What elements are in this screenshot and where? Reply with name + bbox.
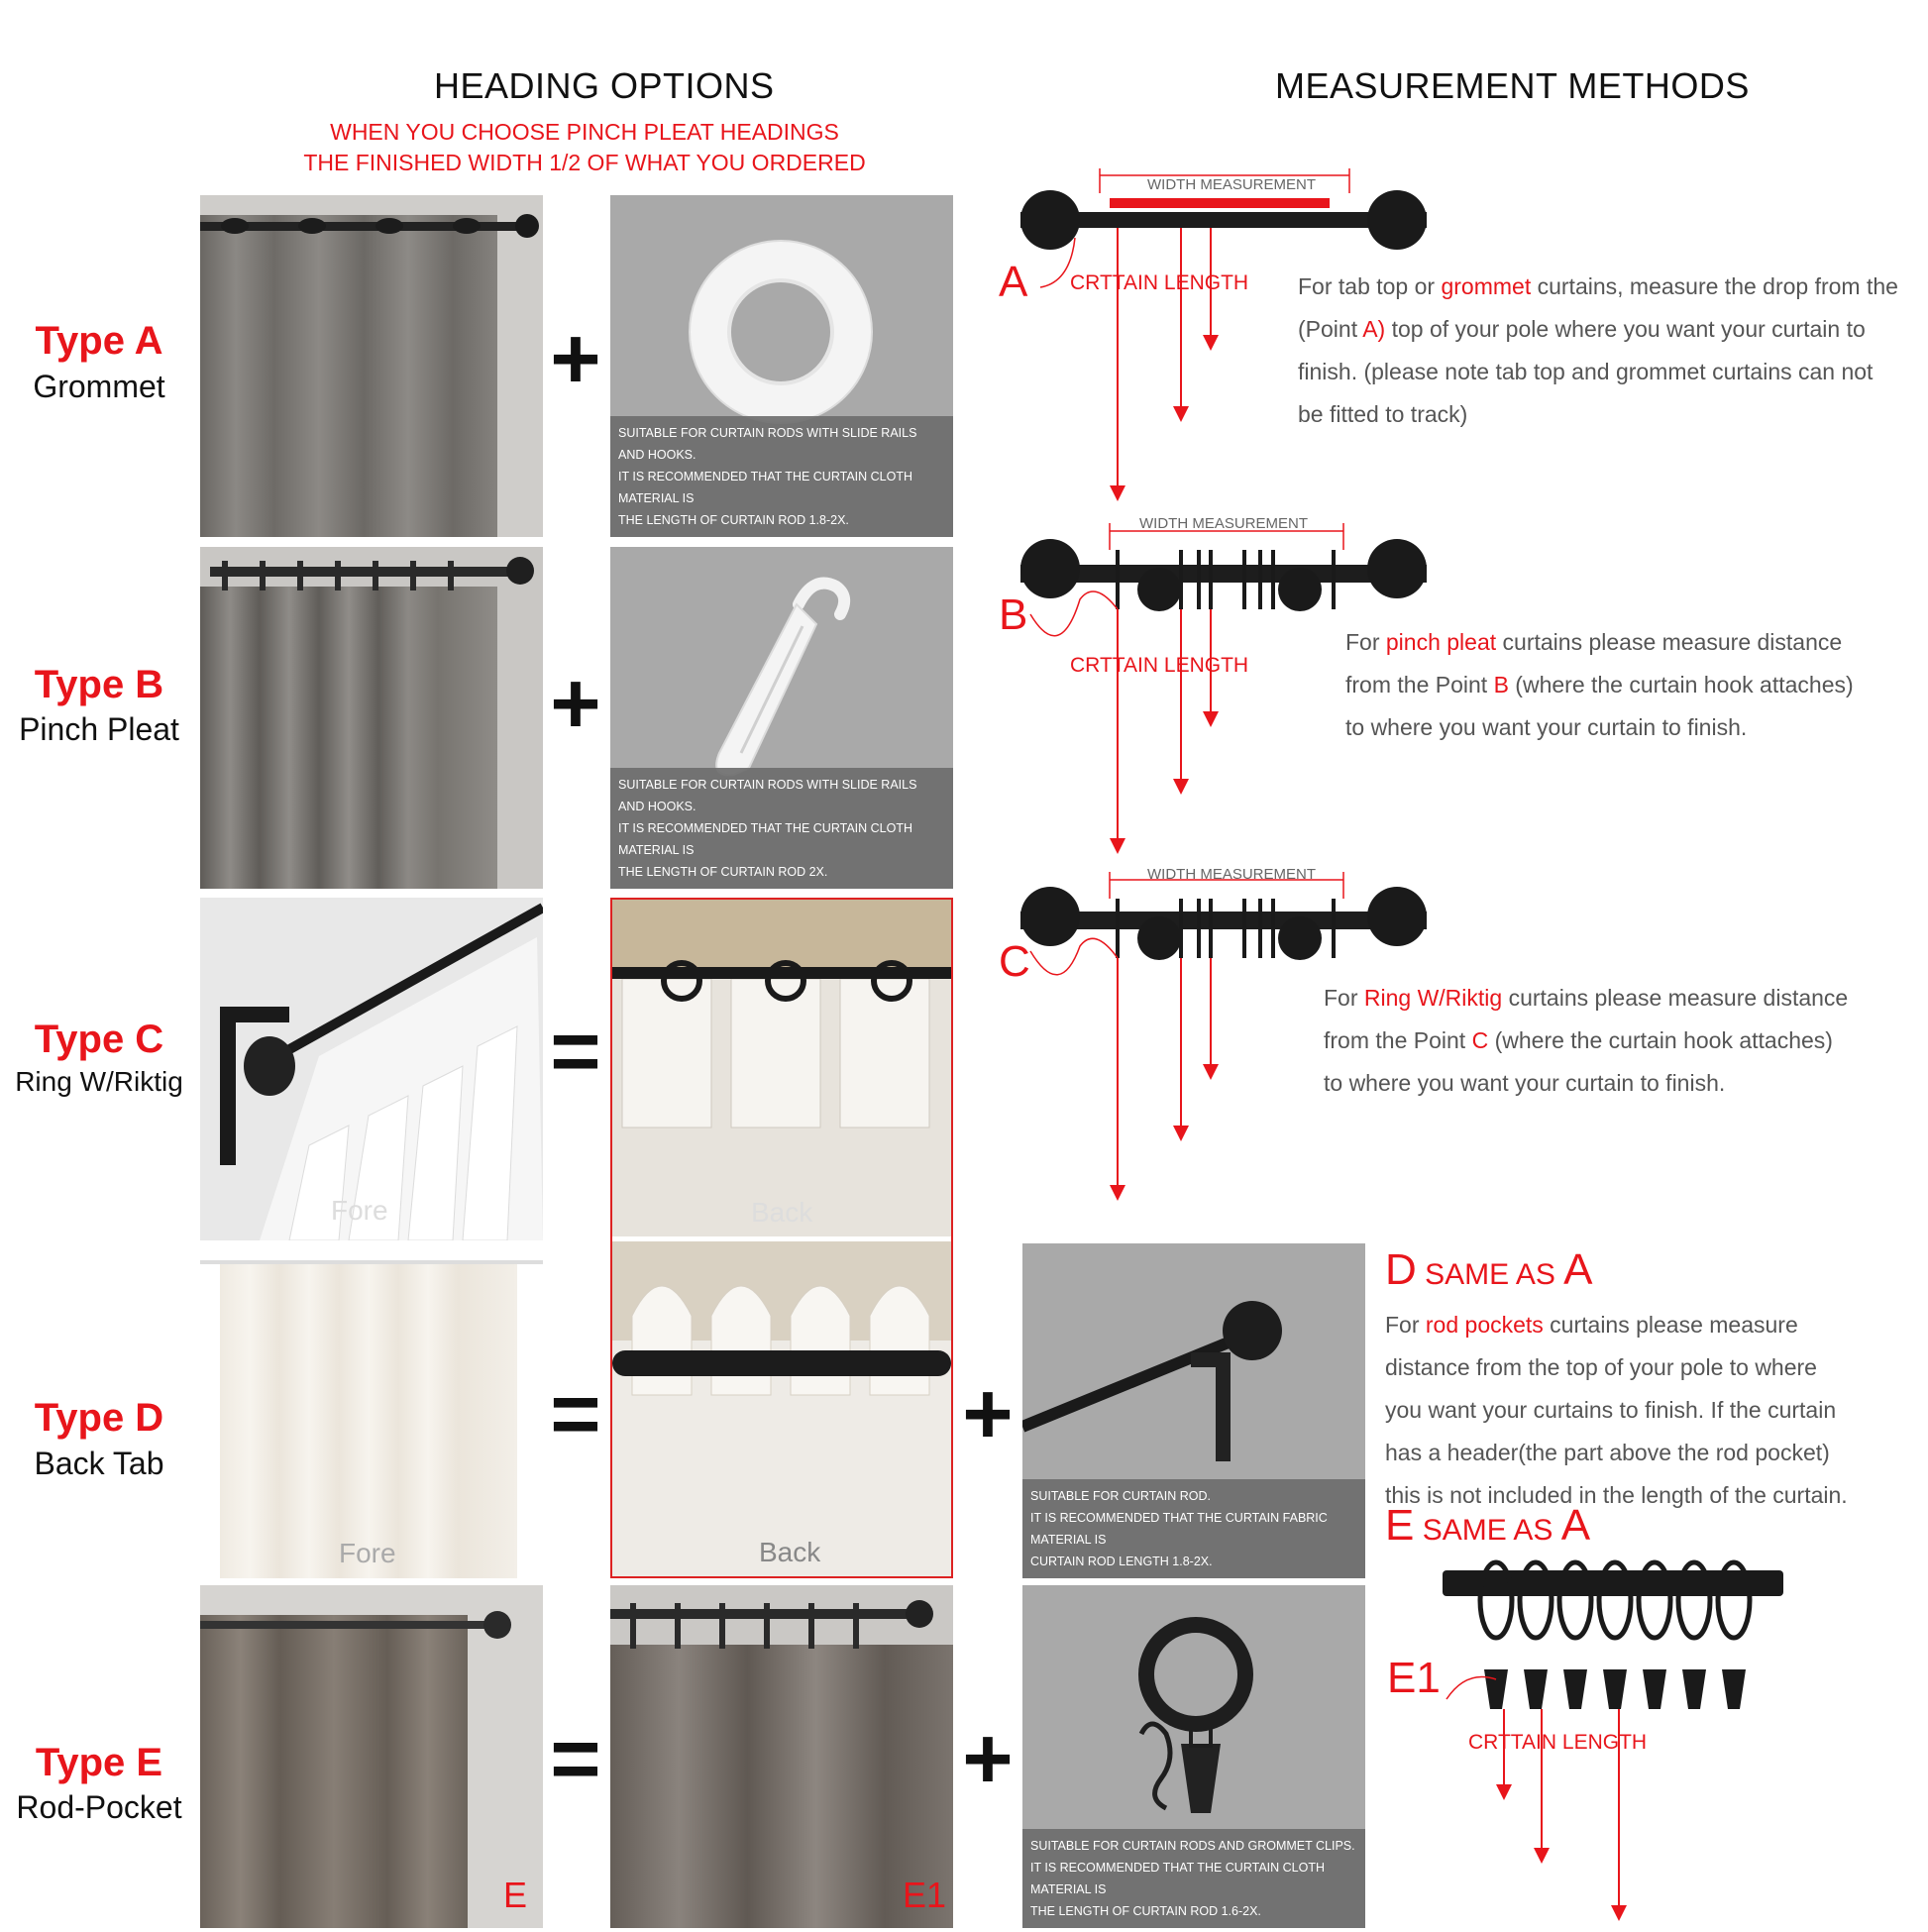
pinch-pleat-curtain-photo <box>200 547 543 889</box>
desc-text: to where you want your curtain to finish. <box>1345 714 1748 740</box>
desc-text: (where the curtain hook attaches) <box>1508 672 1854 698</box>
caption-line: SUITABLE FOR CURTAIN RODS WITH SLIDE RAILS AND HOOKS. <box>618 778 917 813</box>
desc-text: you want your curtains to finish. If the curtain <box>1385 1397 1837 1423</box>
pinch-pleat-note-line2: THE FINISHED WIDTH 1/2 OF WHAT YOU ORDERED <box>303 150 866 175</box>
curtain-length-label: CRTTAIN LENGTH <box>1070 271 1249 294</box>
fore-label: Fore <box>339 1538 396 1568</box>
back-tab-fore-photo <box>200 1250 543 1578</box>
desc-text: (Point <box>1298 316 1363 342</box>
type-e-title: Type E <box>35 1741 163 1784</box>
type-c-title: Type C <box>34 1018 164 1061</box>
clip-ring-icon <box>1112 1615 1280 1853</box>
desc-text: For tab top or <box>1298 273 1442 299</box>
type-e-name: Rod-Pocket <box>16 1789 182 1825</box>
a-letter: A <box>1560 1501 1591 1550</box>
grommet-ring-card <box>610 195 953 537</box>
width-measurement-label: WIDTH MEASUREMENT <box>1147 176 1316 193</box>
desc-text: curtains please measure <box>1543 1312 1798 1338</box>
width-measurement-label: WIDTH MEASUREMENT <box>1139 515 1308 532</box>
rod-pocket-clip-photo <box>610 1585 953 1928</box>
e-letter: E <box>1385 1501 1415 1550</box>
clip-ring-card <box>1022 1585 1365 1928</box>
caption-line: SUITABLE FOR CURTAIN RODS AND GROMMET CLIPS. <box>1030 1839 1355 1853</box>
curtain-rod-caption <box>1022 1479 1365 1578</box>
equals-operator: = <box>550 1002 601 1100</box>
grommet-curtain-photo <box>200 195 543 537</box>
pleat-hook-card <box>610 547 953 889</box>
e-label: E <box>503 1875 528 1915</box>
description-d <box>1385 1246 1928 1517</box>
desc-text: distance from the top of your pole to where <box>1385 1354 1817 1380</box>
point-b-label: B <box>999 590 1028 639</box>
caption-line: CURTAIN ROD LENGTH 1.8-2X. <box>1030 1555 1213 1568</box>
curtain-length-label: CRTTAIN LENGTH <box>1468 1731 1648 1754</box>
desc-text: from the Point <box>1345 672 1494 698</box>
measurement-diagram-e <box>1387 1551 1783 1927</box>
caption-line: IT IS RECOMMENDED THAT THE CURTAIN CLOTH MATERIAL IS <box>1030 1861 1326 1896</box>
plus-operator: + <box>550 309 601 407</box>
desc-text: curtains please measure distance <box>1502 985 1849 1011</box>
desc-text: finish. (please note tab top and grommet curtains can not <box>1298 359 1874 384</box>
desc-highlight: A) <box>1362 316 1386 342</box>
desc-text: to where you want your curtain to finish. <box>1324 1070 1726 1096</box>
back-photos-frame <box>610 898 953 1578</box>
desc-text: curtains, measure the drop from the <box>1531 273 1898 299</box>
back-label: Back <box>759 1537 821 1567</box>
pleat-hook-caption <box>610 768 953 889</box>
curtain-rod-card <box>1022 1243 1365 1578</box>
type-d-name: Back Tab <box>34 1446 164 1481</box>
plus-operator: + <box>550 654 601 752</box>
grommet-ring-icon <box>682 233 880 431</box>
pinch-pleat-note-line1: WHEN YOU CHOOSE PINCH PLEAT HEADINGS <box>330 119 839 145</box>
desc-text: top of your pole where you want your curtain to <box>1385 316 1866 342</box>
caption-line: SUITABLE FOR CURTAIN ROD. <box>1030 1489 1211 1503</box>
rod-pocket-curtain-photo <box>200 1585 543 1928</box>
caption-line: THE LENGTH OF CURTAIN ROD 1.8-2X. <box>618 513 849 527</box>
pleat-hook-icon <box>680 565 888 793</box>
caption-line: IT IS RECOMMENDED THAT THE CURTAIN CLOTH MATERIAL IS <box>618 821 913 857</box>
d-letter: D <box>1385 1245 1417 1294</box>
same-as-label: SAME AS <box>1416 1258 1564 1291</box>
heading-options-title: HEADING OPTIONS <box>434 65 775 106</box>
point-c-label: C <box>999 937 1030 986</box>
type-a-title: Type A <box>35 319 163 363</box>
type-d-title: Type D <box>34 1396 164 1440</box>
caption-line: THE LENGTH OF CURTAIN ROD 2X. <box>618 865 828 879</box>
same-as-label: SAME AS <box>1414 1514 1561 1547</box>
caption-line: THE LENGTH OF CURTAIN ROD 1.6-2X. <box>1030 1904 1261 1918</box>
ring-riktig-fore-photo <box>200 898 543 1240</box>
desc-text: For <box>1324 985 1364 1011</box>
desc-text: this is not included in the length of the curtain. <box>1385 1482 1848 1508</box>
desc-text: from the Point <box>1324 1027 1472 1053</box>
description-c <box>1324 977 1928 1105</box>
desc-highlight: grommet <box>1441 273 1532 299</box>
desc-text: curtains please measure distance <box>1496 629 1843 655</box>
measurement-methods-title: MEASUREMENT METHODS <box>1275 65 1750 106</box>
desc-highlight: rod pockets <box>1425 1312 1544 1338</box>
desc-text: (where the curtain hook attaches) <box>1488 1027 1833 1053</box>
equals-operator: = <box>550 1709 601 1807</box>
caption-line: IT IS RECOMMENDED THAT THE CURTAIN CLOTH MATERIAL IS <box>618 470 913 505</box>
curtain-rod-icon <box>1022 1243 1365 1501</box>
fore-label: Fore <box>331 1195 388 1226</box>
caption-line: IT IS RECOMMENDED THAT THE CURTAIN FABRIC MATERIAL IS <box>1030 1511 1328 1547</box>
type-b-name: Pinch Pleat <box>19 711 179 747</box>
type-b-title: Type B <box>34 663 164 706</box>
point-a-label: A <box>999 258 1028 306</box>
point-e1-label: E1 <box>1387 1654 1441 1702</box>
type-a-name: Grommet <box>33 369 165 404</box>
desc-text: For <box>1385 1312 1426 1338</box>
clip-ring-caption <box>1022 1829 1365 1928</box>
caption-line: SUITABLE FOR CURTAIN RODS WITH SLIDE RAILS AND HOOKS. <box>618 426 917 462</box>
desc-highlight: Ring W/Riktig <box>1363 985 1503 1011</box>
e1-label: E1 <box>903 1875 947 1915</box>
back-label: Back <box>751 1197 813 1228</box>
description-b <box>1345 621 1928 749</box>
curtain-length-label: CRTTAIN LENGTH <box>1070 654 1249 677</box>
width-measurement-label: WIDTH MEASUREMENT <box>1147 866 1316 883</box>
desc-highlight: C <box>1471 1027 1489 1053</box>
plus-operator: + <box>962 1709 1014 1807</box>
desc-highlight: pinch pleat <box>1385 629 1497 655</box>
grommet-ring-caption <box>610 416 953 537</box>
type-c-name: Ring W/Riktig <box>15 1066 183 1097</box>
a-letter: A <box>1563 1245 1593 1294</box>
equals-operator: = <box>550 1364 601 1462</box>
desc-text: be fitted to track) <box>1298 401 1468 427</box>
desc-text: has a header(the part above the rod pocket) <box>1385 1440 1830 1465</box>
desc-highlight: B <box>1493 672 1509 698</box>
description-a <box>1298 266 1928 436</box>
plus-operator: + <box>962 1364 1014 1462</box>
desc-text: For <box>1345 629 1386 655</box>
